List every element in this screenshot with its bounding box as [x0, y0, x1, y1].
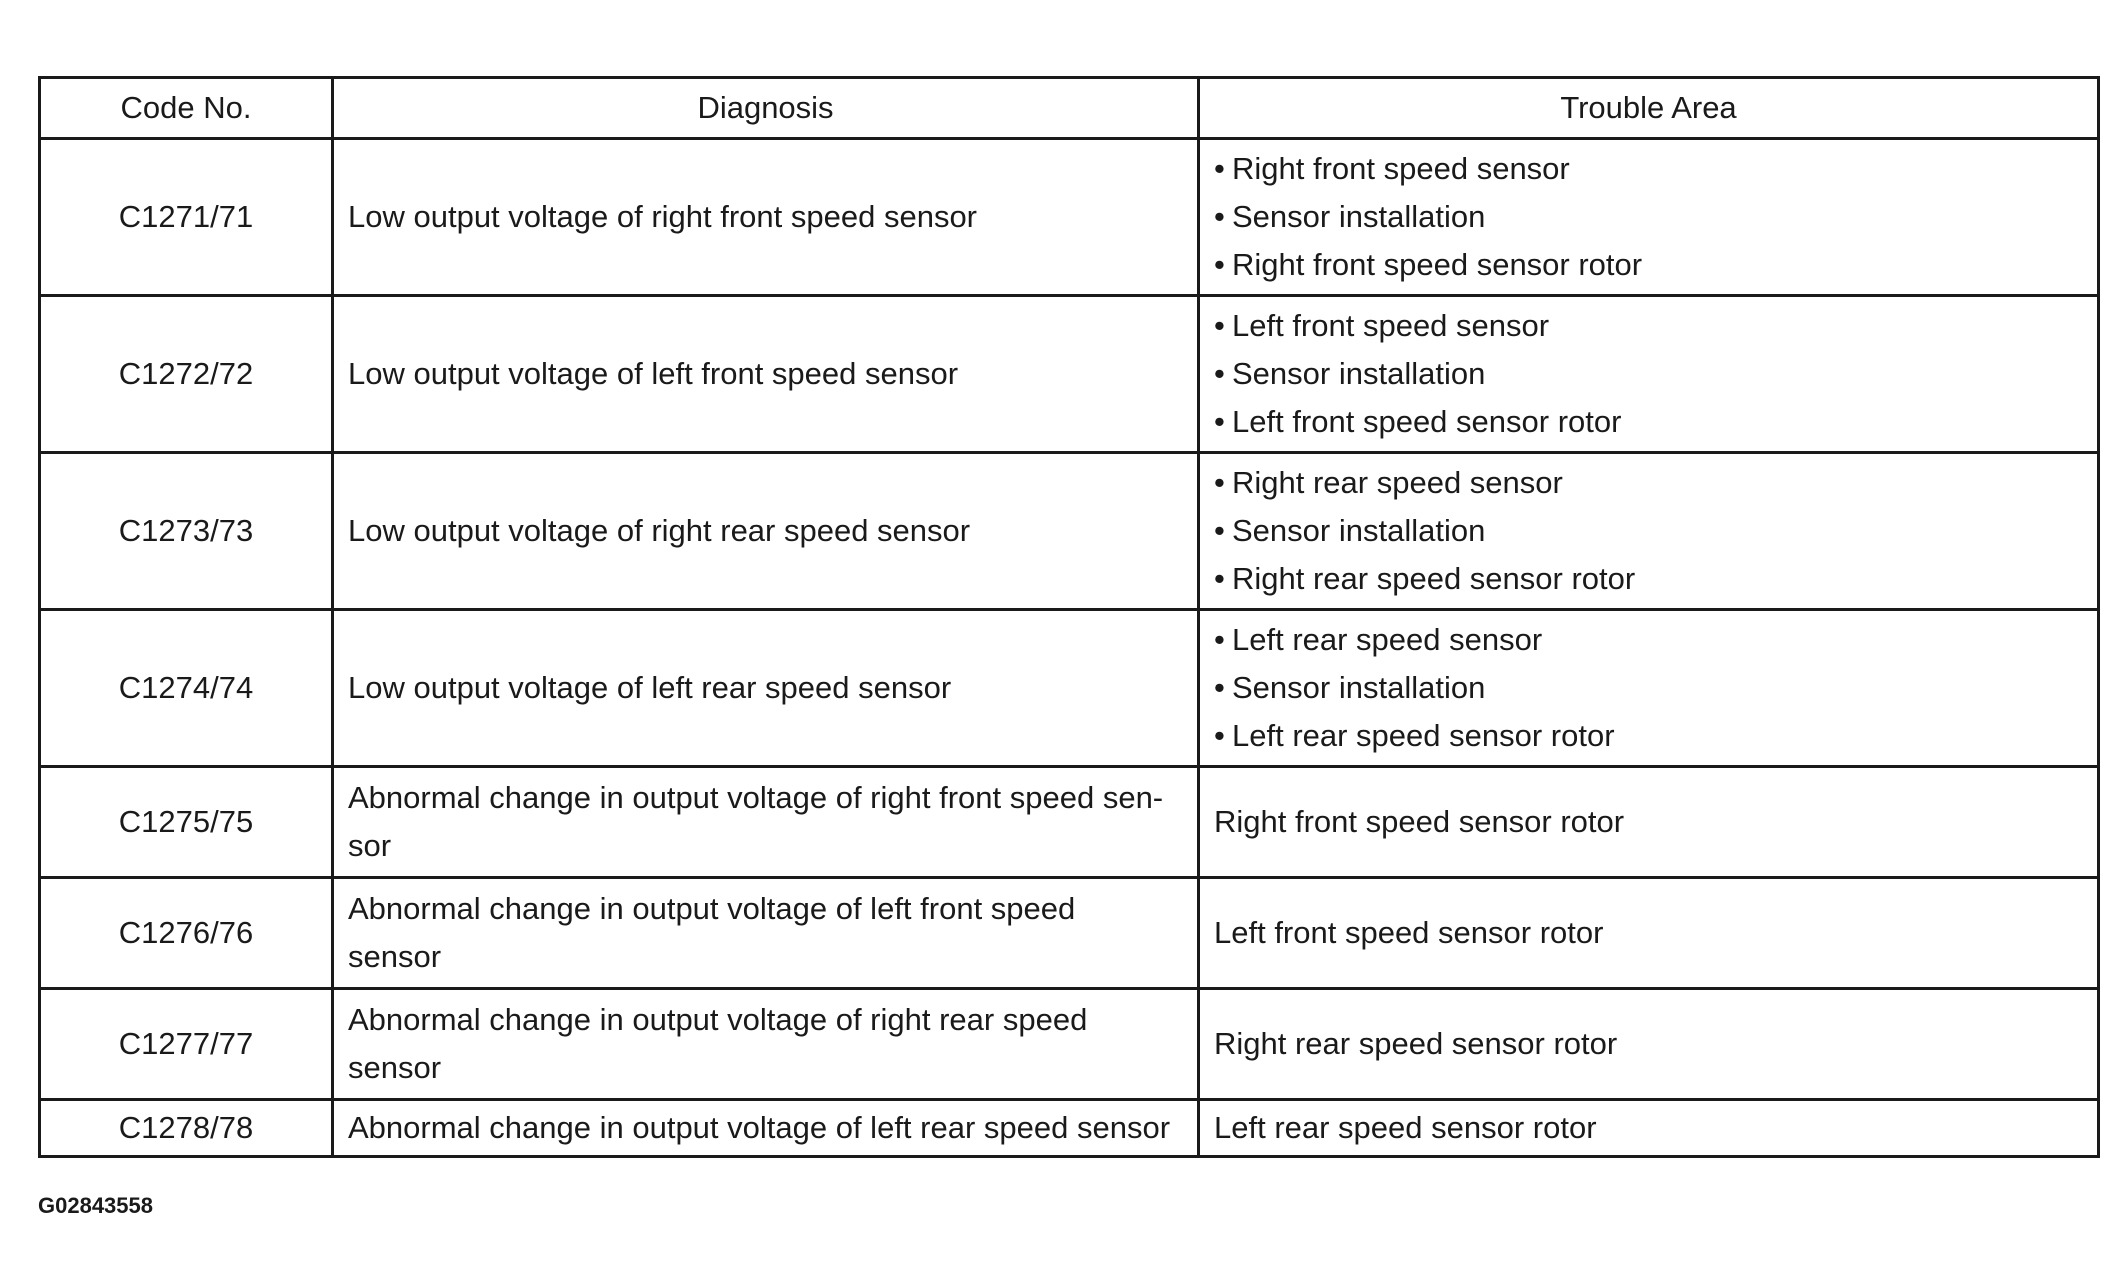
- trouble-area-text: Sensor installation: [1232, 513, 1486, 548]
- trouble-area-text: Right rear speed sensor: [1232, 465, 1563, 500]
- bullet-icon: •: [1214, 199, 1225, 234]
- trouble-area-text: Left rear speed sensor rotor: [1232, 718, 1615, 753]
- code-cell: C1276/76: [40, 878, 333, 989]
- diagnosis-line: Abnormal change in output voltage of left front speed: [348, 891, 1076, 926]
- table-row: [40, 139, 2099, 296]
- diagnosis-line: Abnormal change in output voltage of right rear speed: [348, 1002, 1088, 1037]
- bullet-icon: •: [1214, 356, 1225, 391]
- trouble-area-item: [1214, 555, 2083, 603]
- header-trouble-area: Trouble Area: [1199, 78, 2099, 139]
- bullet-icon: •: [1214, 151, 1225, 186]
- bullet-icon: •: [1214, 465, 1225, 500]
- trouble-area-list: [1214, 302, 2083, 446]
- table-row: [40, 989, 2099, 1100]
- trouble-area-text: Right front speed sensor: [1232, 151, 1570, 186]
- code-cell: C1275/75: [40, 767, 333, 878]
- header-diagnosis: Diagnosis: [333, 78, 1199, 139]
- diagnosis-cell: Low output voltage of left front speed sensor: [333, 296, 1199, 453]
- trouble-area-item: [1214, 145, 2083, 193]
- diagnosis-line: sor: [348, 828, 392, 863]
- code-cell: C1278/78: [40, 1100, 333, 1157]
- code-cell: C1271/71: [40, 139, 333, 296]
- trouble-area-cell: [1199, 296, 2099, 453]
- table-row: [40, 453, 2099, 610]
- table-row: [40, 767, 2099, 878]
- diagnosis-cell: [333, 878, 1199, 989]
- trouble-area-item: [1214, 459, 2083, 507]
- trouble-area-list: [1214, 459, 2083, 603]
- bullet-icon: •: [1214, 308, 1225, 343]
- figure-id: G02843558: [38, 1193, 153, 1218]
- trouble-area-item: [1214, 302, 2083, 350]
- trouble-area-text: Right rear speed sensor rotor: [1232, 561, 1636, 596]
- trouble-area-text: Sensor installation: [1232, 199, 1486, 234]
- trouble-area-cell: [1199, 139, 2099, 296]
- bullet-icon: •: [1214, 247, 1225, 282]
- trouble-area-item: [1214, 507, 2083, 555]
- table-row: [40, 296, 2099, 453]
- code-cell: C1277/77: [40, 989, 333, 1100]
- table-row: [40, 1100, 2099, 1157]
- diagnosis-cell: Abnormal change in output voltage of left rear speed sensor: [333, 1100, 1199, 1157]
- trouble-area-list: [1214, 616, 2083, 760]
- code-cell: C1274/74: [40, 610, 333, 767]
- bullet-icon: •: [1214, 561, 1225, 596]
- trouble-area-item: [1214, 616, 2083, 664]
- trouble-area-item: [1214, 398, 2083, 446]
- trouble-area-cell: [1199, 610, 2099, 767]
- header-code-no: Code No.: [40, 78, 333, 139]
- trouble-area-cell: Left front speed sensor rotor: [1199, 878, 2099, 989]
- trouble-area-item: [1214, 193, 2083, 241]
- table-row: [40, 878, 2099, 989]
- trouble-area-text: Sensor installation: [1232, 670, 1486, 705]
- trouble-area-text: Left front speed sensor rotor: [1232, 404, 1622, 439]
- diagnosis-cell: Low output voltage of right front speed sensor: [333, 139, 1199, 296]
- trouble-area-item: [1214, 350, 2083, 398]
- diagnosis-line: Abnormal change in output voltage of right front speed sen-: [348, 780, 1164, 815]
- trouble-area-text: Sensor installation: [1232, 356, 1486, 391]
- table-body: [40, 139, 2099, 1157]
- trouble-area-cell: Left rear speed sensor rotor: [1199, 1100, 2099, 1157]
- table-row: [40, 610, 2099, 767]
- trouble-area-text: Right front speed sensor rotor: [1232, 247, 1643, 282]
- trouble-area-cell: [1199, 453, 2099, 610]
- bullet-icon: •: [1214, 718, 1225, 753]
- trouble-area-item: [1214, 664, 2083, 712]
- code-cell: C1273/73: [40, 453, 333, 610]
- diagnosis-cell: [333, 767, 1199, 878]
- trouble-area-cell: Right rear speed sensor rotor: [1199, 989, 2099, 1100]
- bullet-icon: •: [1214, 622, 1225, 657]
- bullet-icon: •: [1214, 670, 1225, 705]
- trouble-area-item: [1214, 241, 2083, 289]
- diagnosis-cell: Low output voltage of right rear speed sensor: [333, 453, 1199, 610]
- trouble-area-cell: Right front speed sensor rotor: [1199, 767, 2099, 878]
- trouble-area-text: Left rear speed sensor: [1232, 622, 1543, 657]
- code-cell: C1272/72: [40, 296, 333, 453]
- trouble-area-list: [1214, 145, 2083, 289]
- diagnosis-line: sensor: [348, 939, 442, 974]
- bullet-icon: •: [1214, 404, 1225, 439]
- diagnosis-line: sensor: [348, 1050, 442, 1085]
- trouble-area-item: [1214, 712, 2083, 760]
- diagnosis-cell: Low output voltage of left rear speed sensor: [333, 610, 1199, 767]
- trouble-area-text: Left front speed sensor: [1232, 308, 1550, 343]
- bullet-icon: •: [1214, 513, 1225, 548]
- table-header-row: [40, 78, 2099, 139]
- diagnosis-cell: [333, 989, 1199, 1100]
- diagnostic-trouble-code-table: [38, 76, 2100, 1158]
